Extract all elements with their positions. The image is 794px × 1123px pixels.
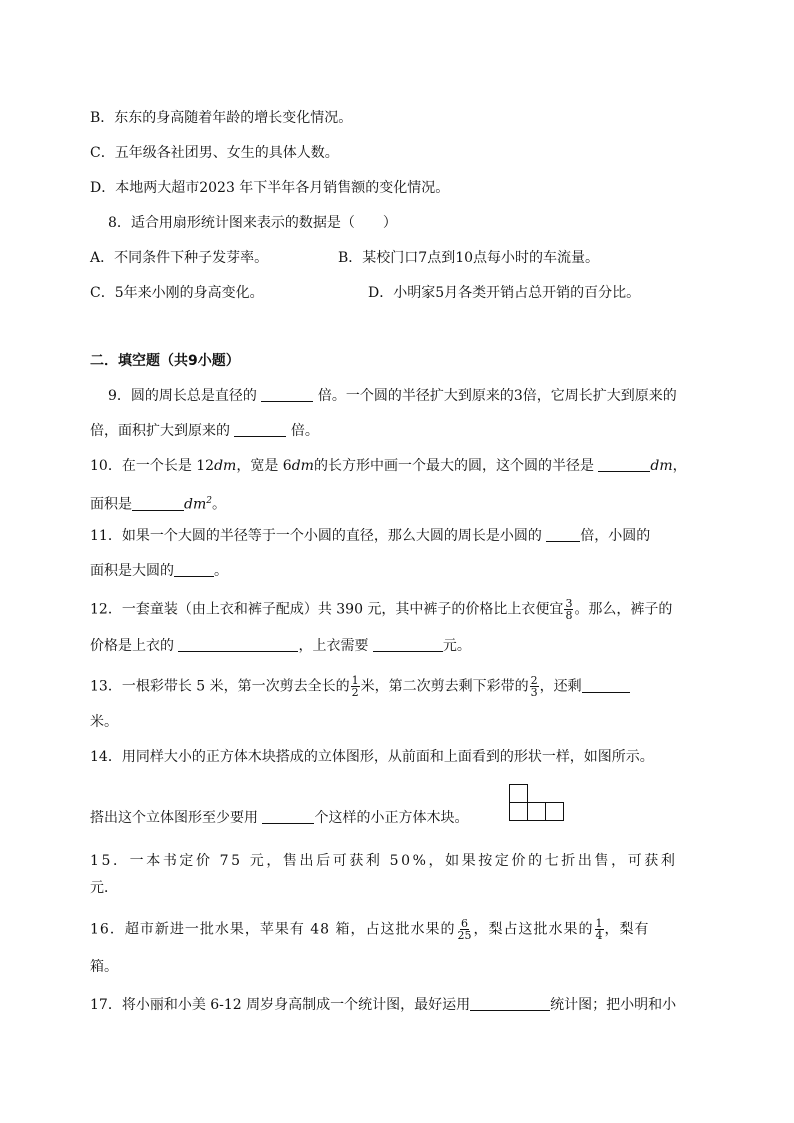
cube-square [546,803,564,821]
fraction [564,598,573,621]
q8-option-a: A．不同条件下种子发芽率。 [90,250,269,266]
q10-line1 [90,456,708,476]
q7-option-b: B．东东的身高随着年龄的增长变化情况。 [90,110,353,126]
fraction-numerator: 6 [461,917,469,930]
fraction-denominator: 3 [530,686,538,699]
q12-text: 12．一套童装（由上衣和裤子配成）共 390 元，其中裤子的价格比上衣便宜 [90,601,564,618]
unit-dm: dm [214,458,237,474]
unit-dm: dm [184,496,207,513]
q9-text: 倍。 [290,423,319,439]
q12-text: ，上衣需要 [298,638,369,654]
fraction-denominator: 2 [351,686,359,699]
q14-blank[interactable] [262,809,314,824]
q12-line2 [90,636,708,656]
q11-blank-1[interactable] [546,527,580,542]
cube-view-figure [509,784,565,822]
q14-line2 [90,808,708,828]
q8-stem: 8．适合用扇形统计图来表示的数据是（ ） [108,215,397,231]
q12-blank-price[interactable] [373,637,443,652]
q10-line2 [90,491,708,515]
fraction-denominator: 8 [565,609,573,622]
fraction-numerator: 1 [351,674,359,687]
cube-square [510,785,528,803]
q8-option-c: C．5年来小刚的身高变化。 [90,285,264,301]
q11-text: 11．如果一个大圆的半径等于一个小圆的直径，那么大圆的周长是小圆的 [90,528,542,544]
q9-text: 倍，面积扩大到原来的 [90,423,230,439]
q9-line2 [90,421,708,441]
q14-text: 搭出这个立体图形至少要用 [90,810,258,826]
q11-text: 倍，小圆的 [580,528,651,544]
q10-blank-area[interactable] [132,496,184,511]
section-title-fill-in: 二．填空题（共9小题） [90,353,240,369]
q13-text: 13．一根彩带长 5 米，第一次剪去全长的 [90,678,350,695]
q11-text: 面积是大圆的 [90,563,174,579]
q11-line2 [90,561,708,581]
fraction-denominator: 25 [457,929,472,942]
q7-option-c: C．五年级各社团男、女生的具体人数。 [90,145,339,161]
q15-text: 15．一本书定价 75 元，售出后可获利 50%，如果按定价的七折出售，可获利 [90,853,678,869]
q12-blank-ratio[interactable] [178,637,298,652]
q9-text: 9．圆的周长总是直径的 [108,388,257,404]
q16-line1 [90,918,708,941]
q14-text: 个这样的小正方体木块。 [314,810,469,826]
q15-line1 [90,851,708,871]
fraction-numerator: 2 [530,674,538,687]
q12-text: 元。 [442,638,471,654]
q13-blank[interactable] [582,678,630,693]
q10-text: 。 [211,496,226,513]
q13-line2: 米。 [90,714,118,730]
q10-text: 面积是 [90,496,132,513]
q11-text: 。 [214,563,228,579]
q10-text: 10．在一个长是 12 [90,458,215,474]
fraction-numerator: 3 [565,597,573,610]
q12-text: 价格是上衣的 [90,638,174,654]
q8-option-d: D．小明家5月各类开销占总开销的百分比。 [368,285,641,301]
fraction [351,675,360,698]
fraction [595,918,604,941]
fraction-numerator: 1 [595,917,603,930]
q16-text: 16．超市新进一批水果，苹果有 48 箱，占这批水果的 [90,921,456,938]
q9-blank-1[interactable] [261,387,313,402]
q13-line1 [90,675,708,698]
q15-line2: 元． [90,880,118,896]
q9-text: 倍。一个圆的半径扩大到原来的3倍，它周长扩大到原来的 [317,388,677,404]
unit-dm: dm [650,458,673,474]
q16-text: ，梨有 [604,921,650,938]
q10-text: ， [672,458,687,474]
q10-text: ，宽是 6 [236,458,292,474]
q9-blank-2[interactable] [234,422,286,437]
unit-exponent: 2 [206,496,212,506]
q17-line1 [90,995,708,1015]
q8-option-b: B．某校门口7点到10点每小时的车流量。 [338,250,600,266]
q16-line2: 箱。 [90,959,118,975]
fraction [457,918,473,941]
q14-line1: 14．用同样大小的正方体木块搭成的立体图形，从前面和上面看到的形状一样，如图所示。 [90,749,654,765]
q9-line1 [108,386,708,406]
q12-text: 。那么，裤子的 [574,601,673,618]
q11-line1 [90,526,708,546]
q13-text: ，还剩 [539,678,582,695]
q10-text: 的长方形中画一个最大的圆，这个圆的半径是 [313,458,594,474]
q16-text: ，梨占这批水果的 [473,921,594,938]
q17-blank[interactable] [470,996,550,1011]
q17-text: 统计图；把小明和小 [550,997,677,1013]
cube-square [510,803,528,821]
q12-line1 [90,598,708,621]
q10-blank-radius[interactable] [598,457,650,472]
q11-blank-2[interactable] [174,562,214,577]
q17-text: 17．将小丽和小美 6-12 周岁身高制成一个统计图，最好运用 [90,997,471,1013]
fraction [530,675,539,698]
q7-option-d: D．本地两大超市2023 年下半年各月销售额的变化情况。 [90,180,450,196]
unit-dm: dm [291,458,314,474]
cube-square [528,803,546,821]
fraction-denominator: 4 [595,929,603,942]
q13-text: 米，第二次剪去剩下彩带的 [360,678,529,695]
